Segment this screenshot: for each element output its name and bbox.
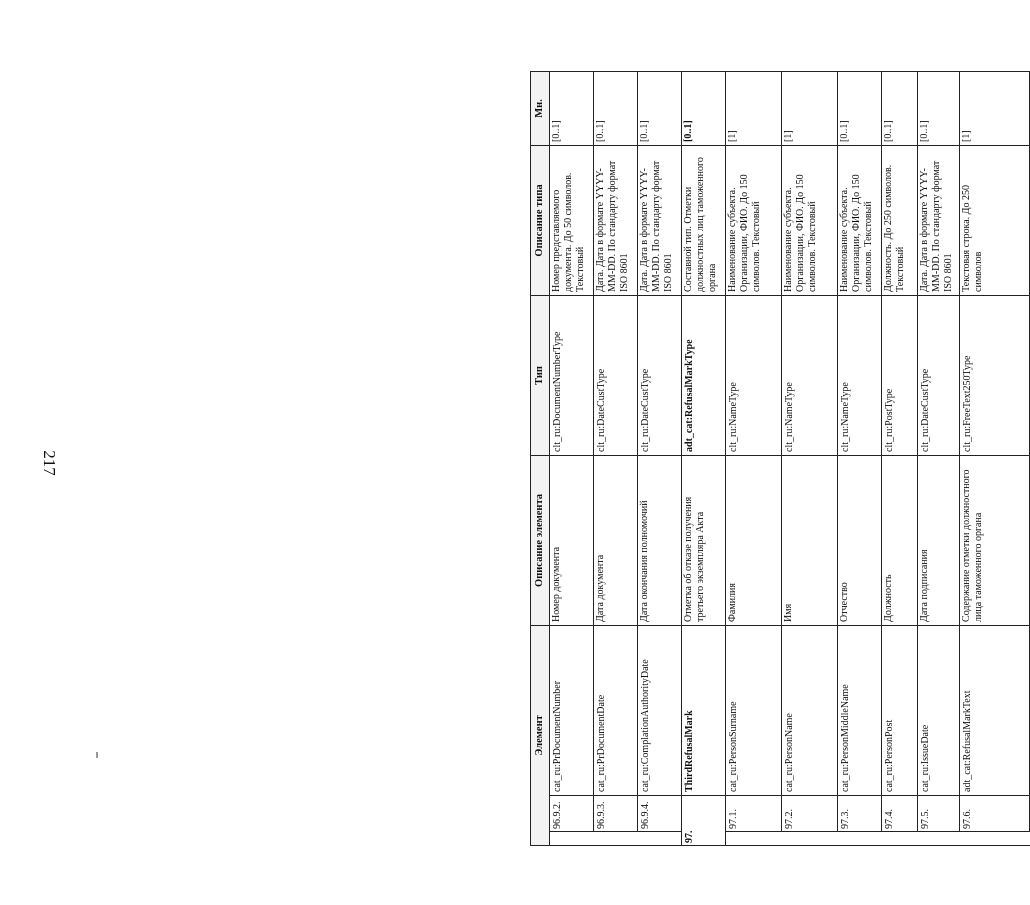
element-name: cat_ru:PersonMiddleName xyxy=(838,625,882,795)
row-number: 97.4. xyxy=(882,796,918,832)
table-row xyxy=(838,71,882,845)
table-row xyxy=(918,71,960,845)
type-description: Наименование субъекта. Организации, ФИО. До 150 символов. Текстовый xyxy=(782,145,838,295)
multiplicity: [0..1] xyxy=(882,71,918,145)
element-description: Отметка об отказе получения третьего экземпляра Акта xyxy=(682,455,726,625)
multiplicity: [0..1] xyxy=(550,71,594,145)
table-row xyxy=(550,71,594,845)
element-name: cat_ru:PersonPost xyxy=(882,625,918,795)
row-number: 97. xyxy=(682,796,726,846)
multiplicity: [0..1] xyxy=(682,71,726,145)
type-description: Наименование субъекта. Организации, ФИО. До 150 символов. Текстовый xyxy=(726,145,782,295)
multiplicity: [1] xyxy=(726,71,782,145)
row-number: 97.2. xyxy=(782,796,838,832)
element-name: cat_ru:IssueDate xyxy=(918,625,960,795)
type-name: adt_cat:RefusalMarkType xyxy=(682,295,726,455)
header-type: Тип xyxy=(531,295,550,455)
type-name: clt_ru:PostType xyxy=(882,295,918,455)
element-description: Номер документа xyxy=(550,455,594,625)
type-description: Должность. До 250 символов. Текстовый xyxy=(882,145,918,295)
type-name: clt_ru:FreeText250Type xyxy=(960,295,1030,455)
element-description: Имя xyxy=(782,455,838,625)
row-number: 97.3. xyxy=(838,796,882,832)
type-name: clt_ru:NameType xyxy=(726,295,782,455)
table-row xyxy=(682,71,726,845)
indent-cell xyxy=(882,832,918,846)
type-name: clt_ru:DateCustType xyxy=(918,295,960,455)
scan-mark xyxy=(96,752,98,758)
element-name: adt_cat:RefusalMarkText xyxy=(960,625,1030,795)
type-description: Дата. Дата в формате YYYY-MM-DD. По стандарту формат ISO 8601 xyxy=(594,145,638,295)
element-name: cat_ru:PersonName xyxy=(782,625,838,795)
indent-cell xyxy=(550,832,594,846)
element-name: cat_ru:PrDocumentDate xyxy=(594,625,638,795)
element-description: Фамилия xyxy=(726,455,782,625)
type-description: Текстовая строка. До 250 символов xyxy=(960,145,1030,295)
rotated-table-container xyxy=(530,72,984,846)
indent-cell xyxy=(838,832,882,846)
multiplicity: [1] xyxy=(782,71,838,145)
multiplicity: [0..1] xyxy=(638,71,682,145)
multiplicity: [1] xyxy=(960,71,1030,145)
indent-cell xyxy=(960,832,1030,846)
table-row xyxy=(638,71,682,845)
table-row xyxy=(960,71,1030,845)
element-name: cat_ru:PersonSurname xyxy=(726,625,782,795)
row-number: 97.1. xyxy=(726,796,782,832)
type-description: Дата. Дата в формате YYYY-MM-DD. По стандарту формат ISO 8601 xyxy=(638,145,682,295)
table-row xyxy=(726,71,782,845)
elements-table xyxy=(530,71,1030,846)
element-description: Содержание отметки должностного лица таможенного органа xyxy=(960,455,1030,625)
indent-cell xyxy=(918,832,960,846)
multiplicity: [0..1] xyxy=(918,71,960,145)
element-name: ThirdRefusalMark xyxy=(682,625,726,795)
type-name: clt_ru:DateCustType xyxy=(638,295,682,455)
type-name: clt_ru:NameType xyxy=(838,295,882,455)
indent-cell xyxy=(638,832,682,846)
element-description: Дата документа xyxy=(594,455,638,625)
type-name: clt_ru:DateCustType xyxy=(594,295,638,455)
element-description: Отчество xyxy=(838,455,882,625)
element-name: cat_ru:PrDocumentNumber xyxy=(550,625,594,795)
multiplicity: [0..1] xyxy=(594,71,638,145)
type-name: clt_ru:DocumentNumberType xyxy=(550,295,594,455)
type-description: Составной тип. Отметки должностных лиц таможенного органа xyxy=(682,145,726,295)
indent-cell xyxy=(726,832,782,846)
type-description: Номер представляемого документа. До 50 символов. Текстовый xyxy=(550,145,594,295)
element-description: Должность xyxy=(882,455,918,625)
row-number: 96.9.3. xyxy=(594,796,638,832)
indent-cell xyxy=(594,832,638,846)
row-number: 96.9.4. xyxy=(638,796,682,832)
element-name: cat_ru:ComplationAuthorityDate xyxy=(638,625,682,795)
page-number: 217 xyxy=(40,450,59,476)
element-description: Дата окончания полномочий xyxy=(638,455,682,625)
row-number: 97.6. xyxy=(960,796,1030,832)
element-description: Дата подписания xyxy=(918,455,960,625)
row-number: 97.5. xyxy=(918,796,960,832)
indent-cell xyxy=(782,832,838,846)
header-element-desc: Описание элемента xyxy=(531,455,550,625)
table-row xyxy=(782,71,838,845)
header-element: Элемент xyxy=(531,625,550,845)
type-description: Наименование субъекта. Организации, ФИО. До 150 символов. Текстовый xyxy=(838,145,882,295)
type-description: Дата. Дата в формате YYYY-MM-DD. По стандарту формат ISO 8601 xyxy=(918,145,960,295)
header-type-desc: Описание типа xyxy=(531,145,550,295)
multiplicity: [0..1] xyxy=(838,71,882,145)
table-header-row xyxy=(531,71,550,845)
row-number: 96.9.2. xyxy=(550,796,594,832)
type-name: clt_ru:NameType xyxy=(782,295,838,455)
table-row xyxy=(594,71,638,845)
header-mn: Мн. xyxy=(531,71,550,145)
table-row xyxy=(882,71,918,845)
